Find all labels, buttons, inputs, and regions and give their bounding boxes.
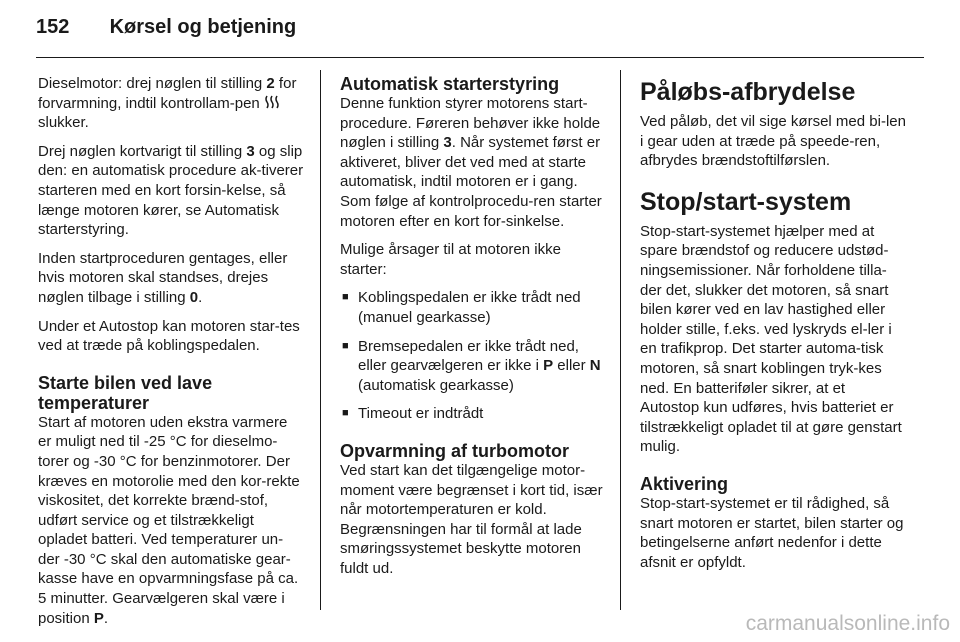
bullet-icon: ■ bbox=[342, 339, 349, 352]
glow-plug-icon bbox=[264, 95, 280, 109]
column-3 bbox=[640, 78, 906, 581]
heading-cold-start: Starte bilen ved lave temperaturer bbox=[38, 372, 213, 413]
footer-watermark: carmanualsonline.info bbox=[745, 612, 950, 635]
list-item: ■ Bremsepedalen er ikke trådt ned, eller gearvælgeren er ikke i P eller N (automatisk gearkasse) bbox=[342, 337, 601, 394]
bullet-icon: ■ bbox=[342, 407, 349, 420]
paragraph-auto-starter: Denne funktion styrer motorens start-procedure. Føreren behøver ikke holde nøglen i stilling 3. Når systemet først er aktiveret, bliver det ved med at starte automatisk, indtil motoren er i gang. Som følge af kontrolprocedu-ren starter motoren efter en kort for-sinkelse. bbox=[340, 95, 602, 230]
paragraph-diesel-preheat: Dieselmotor: drej nøglen til stilling 2 for forvarmning, indtil kontrollam-pen slukker. bbox=[38, 75, 297, 132]
paragraph-stop-start: Stop-start-systemet hjælper med at spare brændstof og reducere udstød-ningsemissioner. Når forholdene tilla-der det, slukker det motoren, så snart bilen kører ved en lav hastighed eller holder stille, f.eks. ved lyskryds el-ler i en trafikprop. Det starter automa-tisk motoren, så snart koblingen tryk-kes ned. En batteriføler sikrer, at et Autostop kun udføres, hvis batteriet er tilstrækkeligt opladet til at gøre genstart mulig. bbox=[640, 222, 902, 456]
page-header bbox=[36, 16, 296, 39]
paragraph-overrun-cutoff: Ved påløb, det vil sige kørsel med bi-len i gear uden at træde på speede-ren, afbrydes brændstoftilførslen. bbox=[640, 113, 906, 170]
heading-stop-start: Stop/start-system bbox=[640, 187, 852, 216]
list-item: ■ Koblingspedalen er ikke trådt ned (manuel gearkasse) bbox=[342, 289, 581, 326]
paragraph-cold-start: Start af motoren uden ekstra varmere er muligt ned til -25 °C for dieselmo-torer og -30 °C for benzinmotorer. Der kræves en motorolie med den kor-rekte viskositet, det korrekte brænd-stof, udført service og et tilstrækkeligt opladet batteri. Ved temperaturer un-der -30 °C skal den automatiske gear-kasse have en opvarmningsfase på ca. 5 minutter. Gearvælgeren skal være i position P. bbox=[38, 413, 300, 627]
paragraph-restart: Inden startproceduren gentages, eller hvis motoren skal standses, drejes nøglen tilbage i stilling 0. bbox=[38, 249, 288, 306]
heading-auto-starter: Automatisk starterstyring bbox=[340, 74, 560, 94]
bullet-icon: ■ bbox=[342, 291, 349, 304]
paragraph-autostop: Under et Autostop kan motoren star-tes ved at træde på koblingspedalen. bbox=[38, 317, 300, 355]
paragraph-activation: Stop-start-systemet er til rådighed, så snart motoren er startet, bilen starter og betingelserne anført nedenfor i dette afsnit er opfyldt. bbox=[640, 494, 904, 571]
heading-turbo-warmup: Opvarmning af turbomotor bbox=[340, 440, 569, 461]
page-number: 152 bbox=[36, 16, 70, 38]
column-2 bbox=[340, 74, 606, 587]
header-rule bbox=[36, 57, 924, 58]
paragraph-possible-causes: Mulige årsager til at motoren ikke starter: bbox=[340, 241, 561, 278]
heading-overrun-cutoff: Påløbs-afbrydelse bbox=[640, 78, 856, 106]
column-1 bbox=[38, 74, 304, 637]
paragraph-key-position-3: Drej nøglen kortvarigt til stilling 3 og slip den: en automatisk procedure ak-tiverer starteren med en kort forsin-kelse, så længe motoren kører, se Automatisk starterstyring. bbox=[38, 142, 304, 239]
causes-list bbox=[340, 288, 606, 424]
column-divider bbox=[320, 70, 321, 610]
list-item: ■ Timeout er indtrådt bbox=[342, 405, 484, 423]
page-title: Kørsel og betjening bbox=[109, 16, 297, 38]
paragraph-turbo-warmup: Ved start kan det tilgængelige motor-moment være begrænset i kort tid, især når motortemperaturen er kold. Begrænsningen har til formål at lade smøringssystemet beskytte motoren fuldt ud. bbox=[340, 461, 603, 577]
heading-activation: Aktivering bbox=[640, 473, 729, 494]
column-divider bbox=[620, 70, 621, 610]
